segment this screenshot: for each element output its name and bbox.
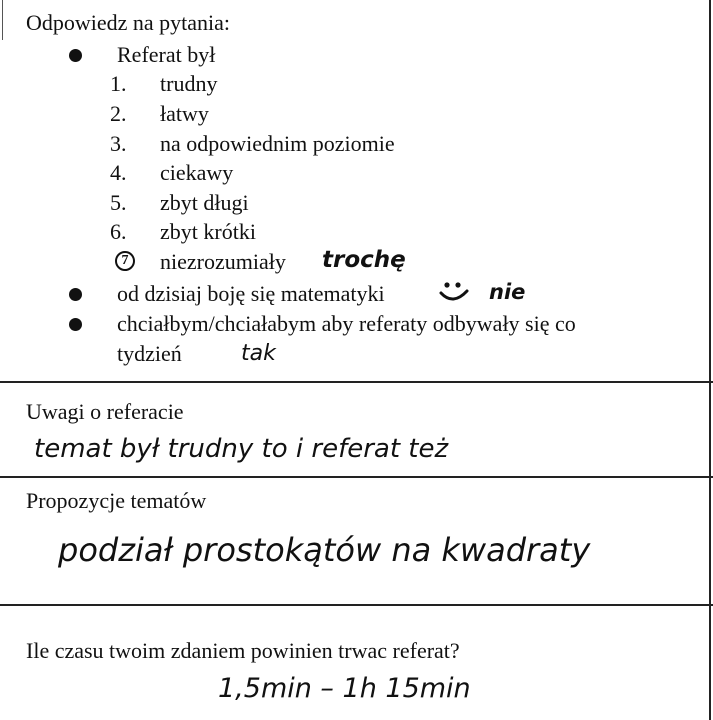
section-divider-1 (0, 381, 713, 383)
remarks-label: Uwagi o referacie (26, 399, 184, 424)
handwritten-answer-question-1: trochę (322, 247, 406, 273)
handwritten-answer-question-3: tak (241, 341, 276, 366)
bullet-question-1 (69, 49, 82, 62)
option-text-2: łatwy (160, 101, 209, 126)
option-text-7: niezrozumiały (160, 249, 286, 274)
option-number-2: 2. (110, 101, 127, 126)
handwritten-answer-question-2: nie (489, 280, 526, 304)
question-3-label-line-2: tydzień (117, 341, 182, 366)
handwritten-topics: podział prostokątów na kwadraty (58, 531, 591, 569)
instruction-heading: Odpowiedz na pytania: (26, 10, 231, 35)
option-text-1: trudny (160, 71, 218, 96)
section-divider-2 (0, 476, 713, 478)
option-number-6: 6. (110, 219, 127, 244)
smiley-face-drawing (436, 278, 472, 308)
handwritten-duration: 1,5min – 1h 15min (218, 673, 471, 704)
question-2-label: od dzisiaj boję się matematyki (117, 281, 385, 306)
bullet-question-3 (69, 318, 82, 331)
option-number-4: 4. (110, 160, 127, 185)
option-number-1: 1. (110, 71, 127, 96)
option-number-3: 3. (110, 131, 127, 156)
option-number-7-circled: 7 (115, 251, 135, 271)
bullet-question-2 (69, 288, 82, 301)
option-text-4: ciekawy (160, 160, 234, 185)
duration-label: Ile czasu twoim zdaniem powinien trwac referat? (26, 638, 460, 663)
section-divider-3 (0, 604, 713, 606)
option-text-5: zbyt długi (160, 190, 249, 215)
option-number-5: 5. (110, 190, 127, 215)
scan-edge-left (2, 0, 3, 40)
question-1-label: Referat był (117, 42, 216, 67)
option-text-6: zbyt krótki (160, 219, 256, 244)
topics-label: Propozycje tematów (26, 488, 207, 513)
scan-edge-right (709, 0, 711, 720)
option-text-3: na odpowiednim poziomie (160, 131, 395, 156)
handwritten-remarks: temat był trudny to i referat też (34, 434, 449, 464)
question-3-label-line-1: chciałbym/chciałabym aby referaty odbywały się co (117, 311, 576, 336)
